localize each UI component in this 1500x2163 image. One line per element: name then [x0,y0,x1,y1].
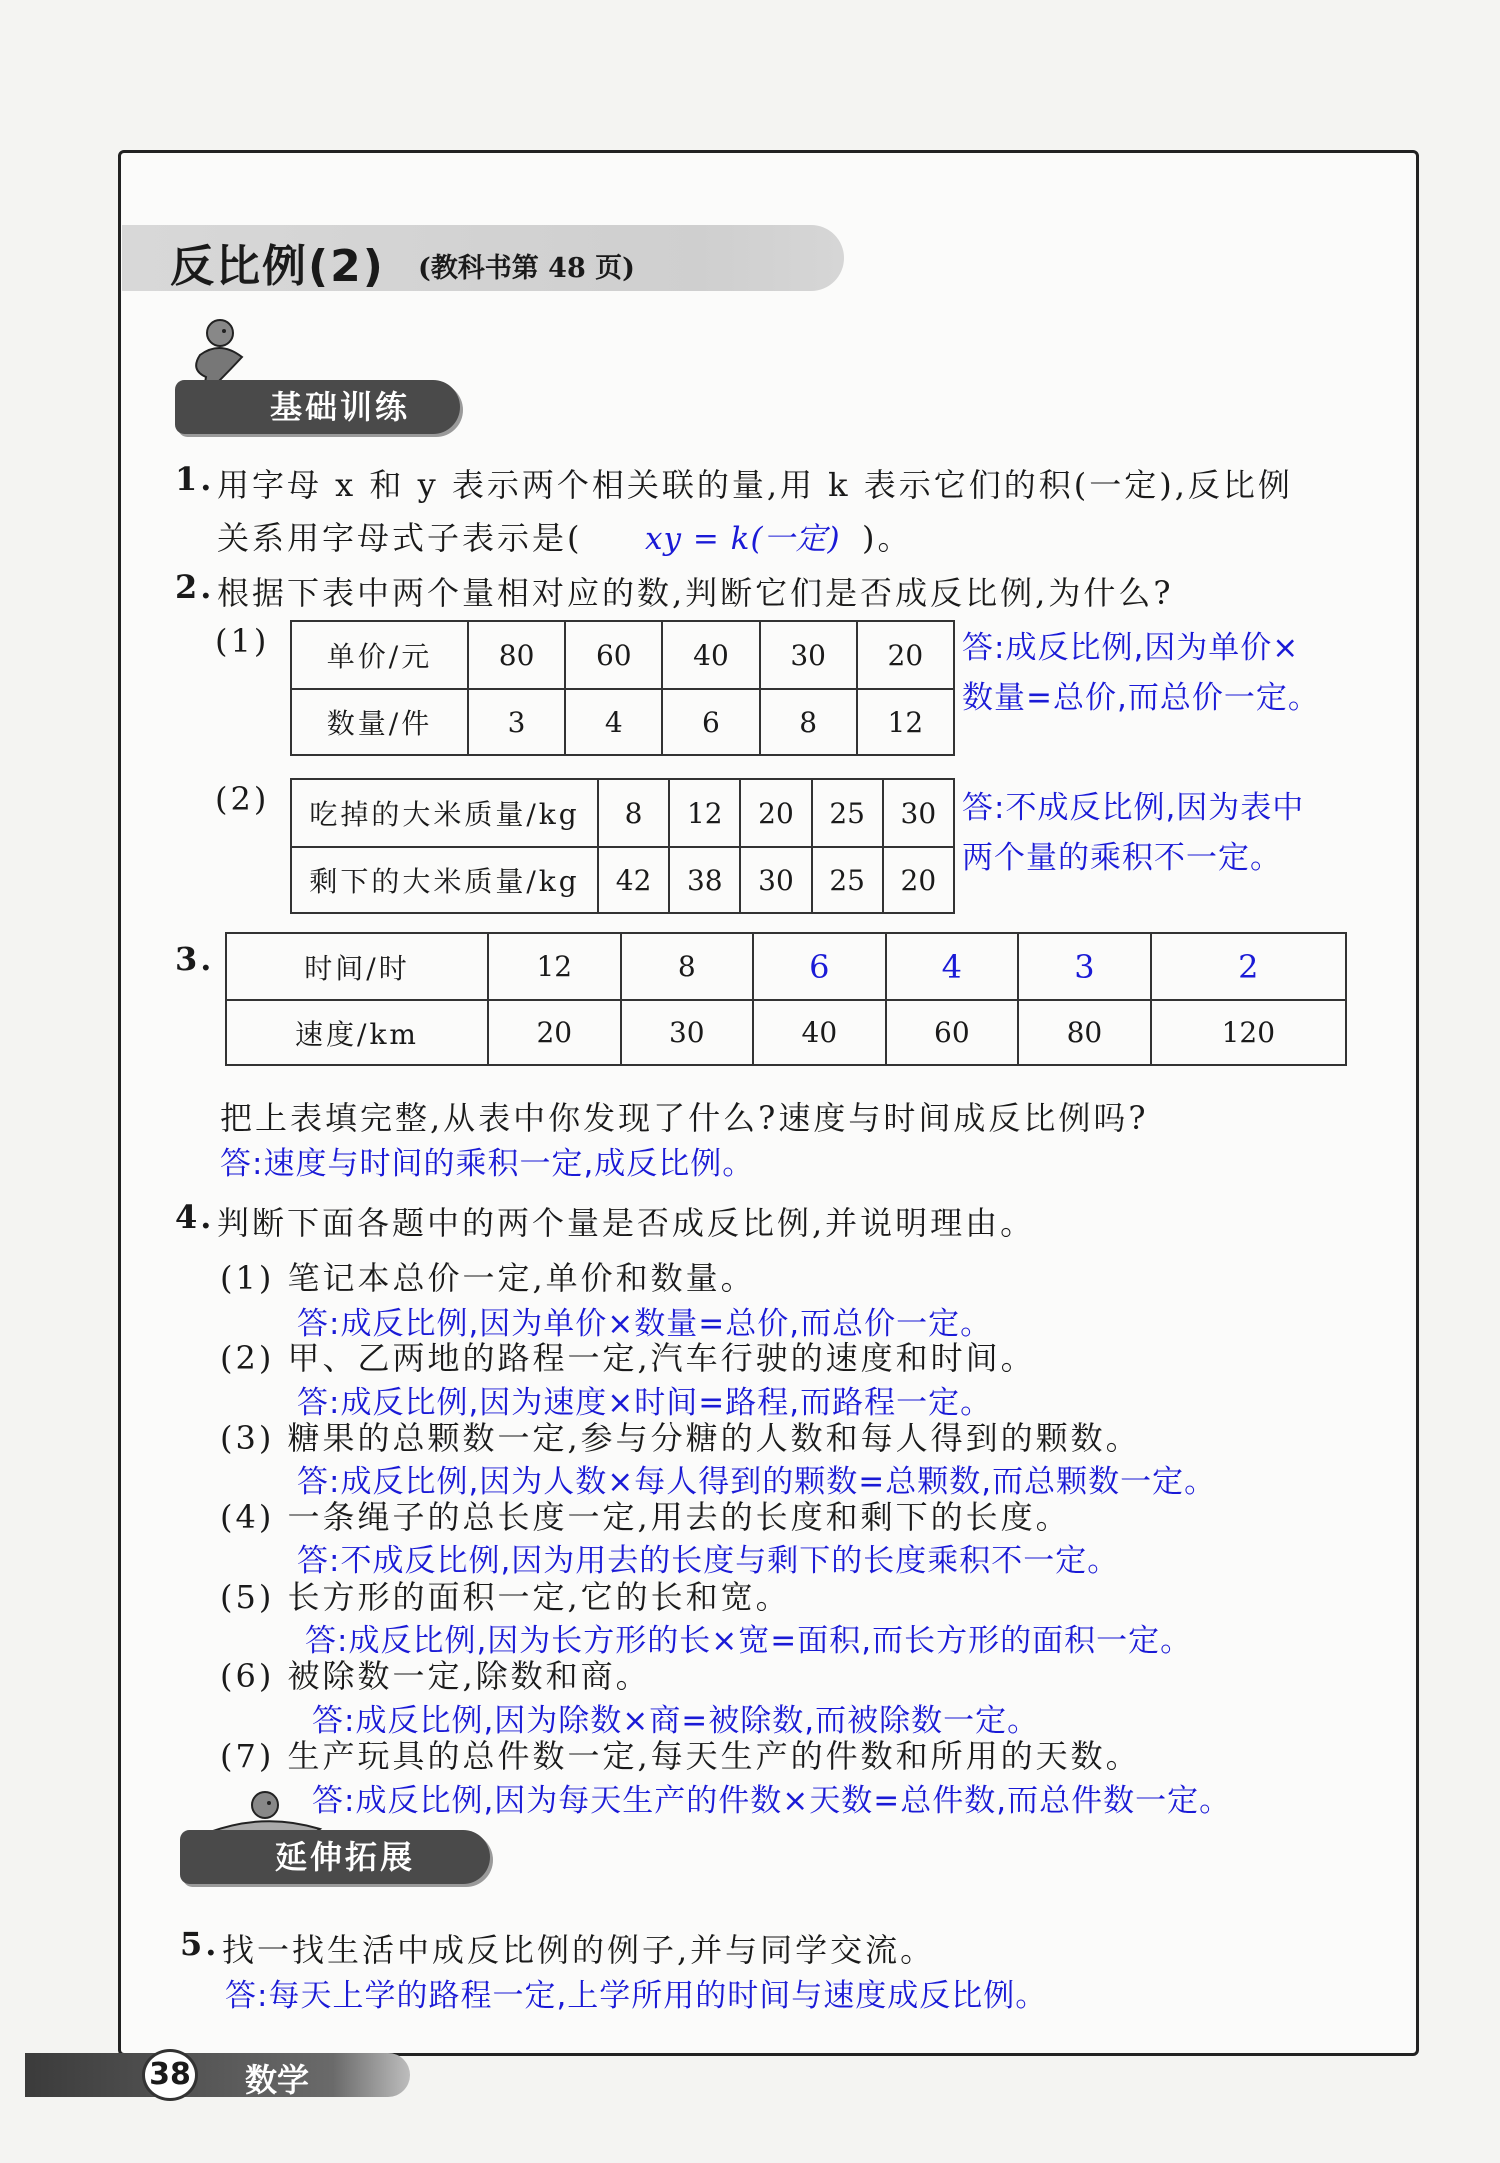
q3-question: 把上表填完整,从表中你发现了什么?速度与时间成反比例吗? [220,1099,1149,1137]
q5-answer: 答:每天上学的路程一定,上学所用的时间与速度成反比例。 [225,1978,1048,2014]
table-cell: 30 [740,847,811,913]
table-cell: 8 [621,933,754,1000]
q2-part2-answer-line2: 两个量的乘积不一定。 [962,840,1282,876]
table-cell: 6 [662,689,759,755]
q5-number: 5. [180,1925,220,1963]
table-cell: 20 [488,1000,621,1065]
table-cell: 4 [565,689,662,755]
q5-text: 找一找生活中成反比例的例子,并与同学交流。 [222,1931,936,1969]
q1-line2-post: )。 [862,519,913,557]
footer-band [25,2053,410,2097]
subject-label: 数学 [245,2061,310,2099]
table-cell: 吃掉的大米质量/kg [291,779,598,847]
q3-number: 3. [175,940,215,978]
q2-part1-answer-line2: 数量=总价,而总价一定。 [962,680,1320,716]
q1-number: 1. [175,460,215,498]
q2-part1-answer-line1: 答:成反比例,因为单价× [962,630,1300,666]
q2-table1 [290,620,955,756]
q1-answer: xy = k(一定) [645,521,841,557]
table-cell: 20 [883,847,954,913]
q2-part2-answer-line1: 答:不成反比例,因为表中 [962,790,1305,826]
table-cell: 12 [488,933,621,1000]
table-cell-filled: 2 [1151,933,1346,1000]
q1-line1: 用字母 x 和 y 表示两个相关联的量,用 k 表示它们的积(一定),反比例 [217,466,1293,504]
q4-answer-7: 答:成反比例,因为每天生产的件数×天数=总件数,而总件数一定。 [312,1783,1232,1819]
table-cell: 20 [740,779,811,847]
table-cell-filled: 3 [1018,933,1151,1000]
table-cell: 30 [621,1000,754,1065]
q4-answer-1: 答:成反比例,因为单价×数量=总价,而总价一定。 [297,1306,993,1342]
table-cell: 80 [1018,1000,1151,1065]
table-cell: 单价/元 [291,621,468,689]
q2-table2 [290,778,955,914]
table-cell: 数量/件 [291,689,468,755]
q1-line2-pre: 关系用字母式子表示是( [217,519,583,557]
page-subtitle: (教科书第 48 页) [418,253,635,284]
q3-answer: 答:速度与时间的乘积一定,成反比例。 [220,1146,755,1182]
table-cell: 8 [760,689,857,755]
table-cell: 42 [598,847,669,913]
q4-item-1: (1) 笔记本总价一定,单价和数量。 [220,1259,756,1297]
q4-number: 4. [175,1198,215,1236]
table-cell: 30 [760,621,857,689]
q4-item-5: (5) 长方形的面积一定,它的长和宽。 [220,1578,791,1616]
q4-answer-3: 答:成反比例,因为人数×每人得到的颗数=总颗数,而总颗数一定。 [297,1464,1217,1500]
table-cell: 剩下的大米质量/kg [291,847,598,913]
page-number: 38 [142,2049,198,2101]
table-cell: 60 [886,1000,1019,1065]
q4-item-3: (3) 糖果的总颗数一定,参与分糖的人数和每人得到的颗数。 [220,1419,1141,1457]
q4-answer-2: 答:成反比例,因为速度×时间=路程,而路程一定。 [297,1385,993,1421]
table-cell: 12 [669,779,740,847]
table-cell-filled: 6 [753,933,886,1000]
table-cell: 8 [598,779,669,847]
q2-text: 根据下表中两个量相对应的数,判断它们是否成反比例,为什么? [217,574,1174,612]
q4-item-7: (7) 生产玩具的总件数一定,每天生产的件数和所用的天数。 [220,1737,1141,1775]
table-cell: 3 [468,689,565,755]
q2-part2-label: (2) [215,780,270,818]
q4-item-4: (4) 一条绳子的总长度一定,用去的长度和剩下的长度。 [220,1498,1071,1536]
q4-answer-5: 答:成反比例,因为长方形的长×宽=面积,而长方形的面积一定。 [305,1623,1193,1659]
table-cell: 25 [812,779,883,847]
table-cell: 60 [565,621,662,689]
q4-item-6: (6) 被除数一定,除数和商。 [220,1657,651,1695]
table-cell: 12 [857,689,954,755]
table-cell: 38 [669,847,740,913]
q4-answer-4: 答:不成反比例,因为用去的长度与剩下的长度乘积不一定。 [297,1543,1120,1579]
q2-part1-label: (1) [215,622,270,660]
page-title: 反比例(2) [170,241,385,292]
section-basic-training: 基础训练 [175,380,460,434]
q4-item-2: (2) 甲、乙两地的路程一定,汽车行驶的速度和时间。 [220,1339,1036,1377]
table-cell: 120 [1151,1000,1346,1065]
table-cell: 40 [662,621,759,689]
section-extension: 延伸拓展 [180,1830,490,1884]
table-cell: 20 [857,621,954,689]
table-cell: 40 [753,1000,886,1065]
q2-number: 2. [175,568,215,606]
table-cell: 30 [883,779,954,847]
table-cell: 时间/时 [226,933,488,1000]
table-cell-filled: 4 [886,933,1019,1000]
table-cell: 速度/km [226,1000,488,1065]
table-cell: 80 [468,621,565,689]
q4-text: 判断下面各题中的两个量是否成反比例,并说明理由。 [217,1204,1036,1242]
q4-answer-6: 答:成反比例,因为除数×商=被除数,而被除数一定。 [312,1703,1040,1739]
table-cell: 25 [812,847,883,913]
q3-table [225,932,1347,1066]
